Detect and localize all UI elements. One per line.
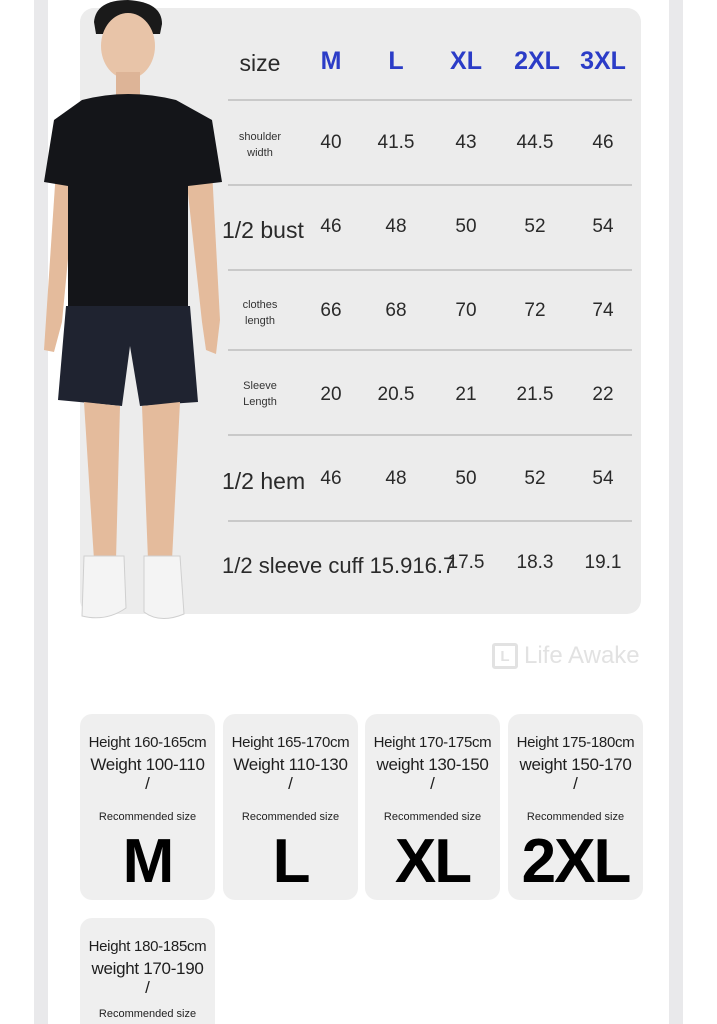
size-header-xl: XL <box>450 47 482 75</box>
row-label-half-hem: 1/2 hem <box>222 468 306 494</box>
brand-watermark-text: Life Awake <box>524 642 640 669</box>
row-divider <box>228 269 632 271</box>
value-cell: 74 <box>592 300 614 321</box>
value-cell: 19.1 <box>584 552 622 573</box>
row-label-half-sleeve-cuff: 1/2 sleeve cuff 15.916.7 <box>222 553 456 578</box>
card-height-range: Height 170-175cm <box>373 734 492 751</box>
value-cell: 46 <box>320 468 342 489</box>
value-cell: 48 <box>385 216 407 237</box>
card-recommended-size: L <box>272 827 309 896</box>
value-cell: 43 <box>455 132 477 153</box>
size-header-3xl: 3XL <box>580 47 626 75</box>
value-cell: 40 <box>320 132 342 153</box>
row-label-shoulder-width: shoulder width <box>238 131 282 159</box>
right-border-strip <box>669 0 683 1024</box>
value-cell: 50 <box>455 216 477 237</box>
card-slash: / <box>288 774 293 793</box>
card-slash: / <box>145 978 150 997</box>
row-divider <box>228 434 632 436</box>
card-weight-range: weight 130-150 <box>376 755 489 774</box>
card-height-range: Height 180-185cm <box>88 938 207 955</box>
card-recommended-size: M <box>122 827 173 896</box>
value-cell: 54 <box>592 216 614 237</box>
value-cell: 18.3 <box>516 552 554 573</box>
brand-watermark <box>492 642 640 670</box>
value-cell: 46 <box>592 132 614 153</box>
value-cell: 21 <box>455 384 477 405</box>
size-header-m: M <box>320 47 342 75</box>
card-height-range: Height 175-180cm <box>516 734 635 751</box>
recommendation-card-2xl <box>508 714 643 900</box>
brand-logo-icon: L <box>492 643 518 669</box>
value-cell: 48 <box>385 468 407 489</box>
row-divider <box>228 349 632 351</box>
card-recommended-label: Recommended size <box>241 811 340 823</box>
size-header-label: size <box>239 50 281 76</box>
row-divider <box>228 520 632 522</box>
card-height-range: Height 160-165cm <box>88 734 207 751</box>
card-weight-range: weight 150-170 <box>519 755 632 774</box>
card-recommended-size: XL <box>394 827 471 896</box>
value-cell: 50 <box>455 468 477 489</box>
value-cell: 54 <box>592 468 614 489</box>
value-cell: 17.5 <box>447 552 485 573</box>
size-header-2xl: 2XL <box>514 47 560 75</box>
card-slash: / <box>145 774 150 793</box>
card-recommended-size: 2XL <box>521 827 630 896</box>
recommendation-card-m <box>80 714 215 900</box>
value-cell: 41.5 <box>377 132 415 153</box>
card-recommended-label: Recommended size <box>526 811 625 823</box>
row-label-half-bust: 1/2 bust <box>222 217 304 243</box>
value-cell: 20.5 <box>377 384 415 405</box>
value-cell: 22 <box>592 384 614 405</box>
recommendation-card-3xl <box>80 918 215 1024</box>
value-cell: 20 <box>320 384 342 405</box>
value-cell: 44.5 <box>516 132 554 153</box>
recommendation-card-l <box>223 714 358 900</box>
card-recommended-label: Recommended size <box>98 1008 197 1020</box>
value-cell: 52 <box>524 468 546 489</box>
size-header-l: L <box>388 47 404 75</box>
row-divider <box>228 99 632 101</box>
row-divider <box>228 184 632 186</box>
card-recommended-label: Recommended size <box>98 811 197 823</box>
value-cell: 66 <box>320 300 342 321</box>
card-weight-range: Weight 110-130 <box>233 755 348 774</box>
value-cell: 21.5 <box>516 384 554 405</box>
row-label-clothes-length: clothes length <box>242 299 278 327</box>
value-cell: 72 <box>524 300 546 321</box>
card-weight-range: weight 170-190 <box>91 959 204 978</box>
recommendation-card-xl <box>365 714 500 900</box>
card-slash: / <box>430 774 435 793</box>
card-weight-range: Weight 100-110 <box>90 755 205 774</box>
card-slash: / <box>573 774 578 793</box>
value-cell: 68 <box>385 300 407 321</box>
value-cell: 70 <box>455 300 477 321</box>
card-recommended-label: Recommended size <box>383 811 482 823</box>
row-label-sleeve-length: Sleeve Length <box>243 380 277 408</box>
model-figure-image <box>36 0 226 625</box>
value-cell: 52 <box>524 216 546 237</box>
value-cell: 46 <box>320 216 342 237</box>
card-height-range: Height 165-170cm <box>231 734 350 751</box>
